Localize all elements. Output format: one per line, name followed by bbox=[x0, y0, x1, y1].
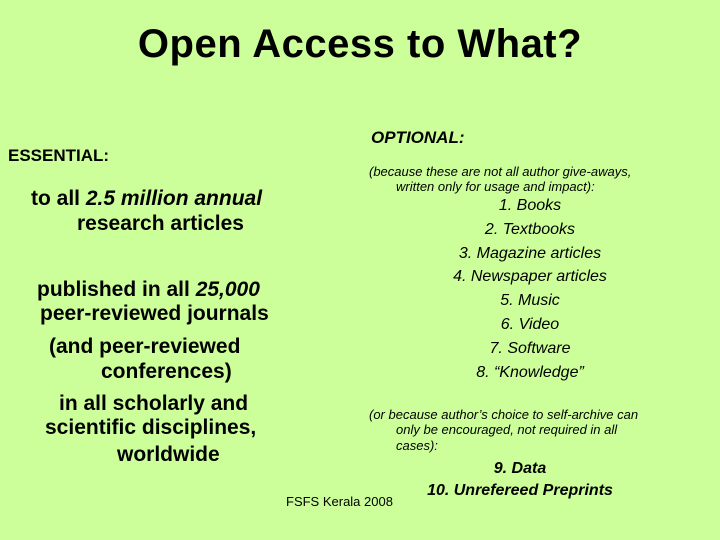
list-item: 1. Books bbox=[498, 197, 562, 214]
essential-line: worldwide bbox=[117, 443, 220, 466]
essential-line bbox=[37, 277, 260, 302]
essential-line: peer-reviewed journals bbox=[40, 302, 269, 325]
essential-italic-text: 25,000 bbox=[195, 278, 260, 301]
optional-label: OPTIONAL: bbox=[371, 128, 465, 147]
footer-text: FSFS Kerala 2008 bbox=[286, 494, 393, 509]
condition-note: only be encouraged, not required in all bbox=[396, 422, 618, 437]
list-item: 8. “Knowledge” bbox=[476, 363, 584, 381]
condition-note: (or because author’s choice to self-archive can bbox=[369, 407, 639, 422]
list-item: 7. Software bbox=[489, 339, 571, 357]
essential-text: to all bbox=[31, 187, 86, 210]
extra-list bbox=[390, 458, 650, 502]
list-item: 6. Video bbox=[500, 315, 560, 333]
optional-list bbox=[410, 194, 650, 384]
list-item: 10. Unrefereed Preprints bbox=[427, 482, 613, 499]
essential-line: in all scholarly and bbox=[59, 392, 249, 415]
optional-note: (because these are not all author give-aways, bbox=[369, 164, 632, 179]
list-item: 2. Textbooks bbox=[484, 220, 576, 238]
essential-label: ESSENTIAL: bbox=[8, 146, 110, 165]
list-item: 9. Data bbox=[493, 460, 547, 477]
essential-line: research articles bbox=[77, 212, 244, 235]
essential-italic-text: 2.5 million annual bbox=[85, 187, 263, 210]
list-item: 4. Newspaper articles bbox=[453, 268, 607, 286]
slide-title: Open Access to What? bbox=[137, 22, 583, 66]
condition-note: cases): bbox=[396, 438, 438, 453]
essential-line bbox=[31, 186, 262, 211]
essential-line: conferences) bbox=[101, 360, 232, 383]
essential-line: (and peer-reviewed bbox=[49, 335, 241, 358]
essential-line: scientific disciplines, bbox=[45, 416, 257, 439]
list-item: 5. Music bbox=[500, 292, 560, 310]
essential-text: published in all bbox=[37, 278, 196, 301]
optional-note: written only for usage and impact): bbox=[396, 179, 595, 194]
list-item: 3. Magazine articles bbox=[458, 244, 602, 262]
